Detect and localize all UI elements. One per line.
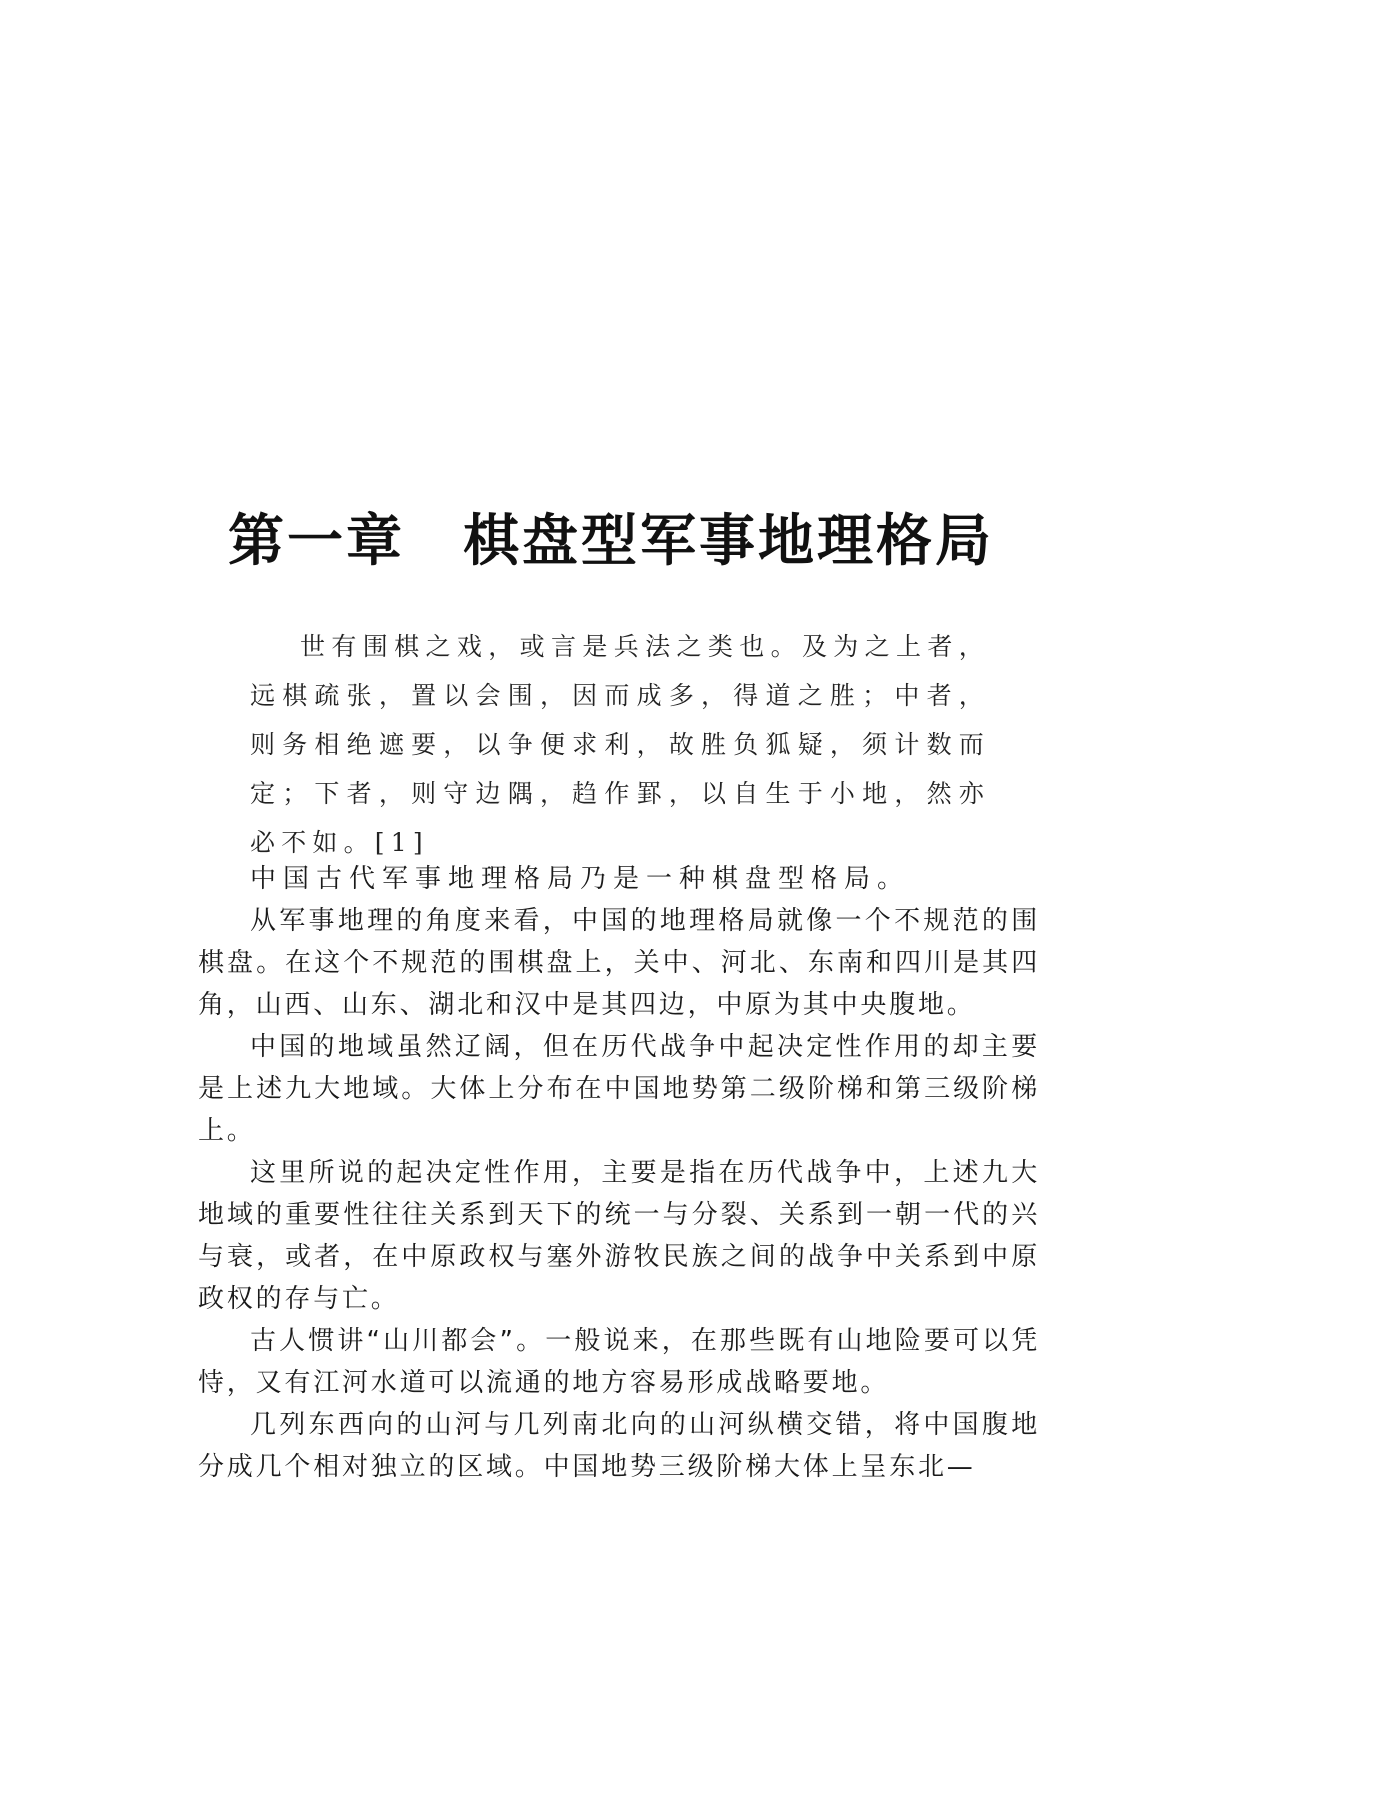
body-paragraph: 中国古代军事地理格局乃是一种棋盘型格局。	[250, 864, 911, 894]
body-paragraph: 几列东西向的山河与几列南北向的山河纵横交错，将中国腹地分成几个相对独立的区域。中国地势三级阶梯大体上呈东北—	[198, 1410, 1040, 1482]
epigraph-quote	[250, 622, 990, 867]
epigraph-text: 世有围棋之戏，或言是兵法之类也。及为之上者，远棋疏张，置以会围，因而成多，得道之胜；中者，则务相绝遮要，以争便求利，故胜负狐疑，须计数而定；下者，则守边隅，趋作罫，以自生于小地，然亦必不如。[1]	[250, 632, 990, 857]
body-paragraph: 古人惯讲“山川都会”。一般说来，在那些既有山地险要可以凭恃，又有江河水道可以流通的地方容易形成战略要地。	[198, 1326, 1040, 1398]
body-paragraph: 这里所说的起决定性作用，主要是指在历代战争中，上述九大地域的重要性往往关系到天下的统一与分裂、关系到一朝一代的兴与衰，或者，在中原政权与塞外游牧民族之间的战争中关系到中原政权的存与亡。	[198, 1158, 1040, 1314]
chapter-number: 第一章	[228, 509, 405, 574]
chapter-body	[198, 858, 1040, 1488]
body-paragraph: 从军事地理的角度来看，中国的地理格局就像一个不规范的围棋盘。在这个不规范的围棋盘上，关中、河北、东南和四川是其四角，山西、山东、湖北和汉中是其四边，中原为其中央腹地。	[198, 906, 1040, 1020]
body-paragraph: 中国的地域虽然辽阔，但在历代战争中起决定性作用的却主要是上述九大地域。大体上分布在中国地势第二级阶梯和第三级阶梯上。	[198, 1032, 1040, 1146]
chapter-title: 棋盘型军事地理格局	[463, 509, 994, 574]
chapter-heading	[228, 506, 994, 578]
